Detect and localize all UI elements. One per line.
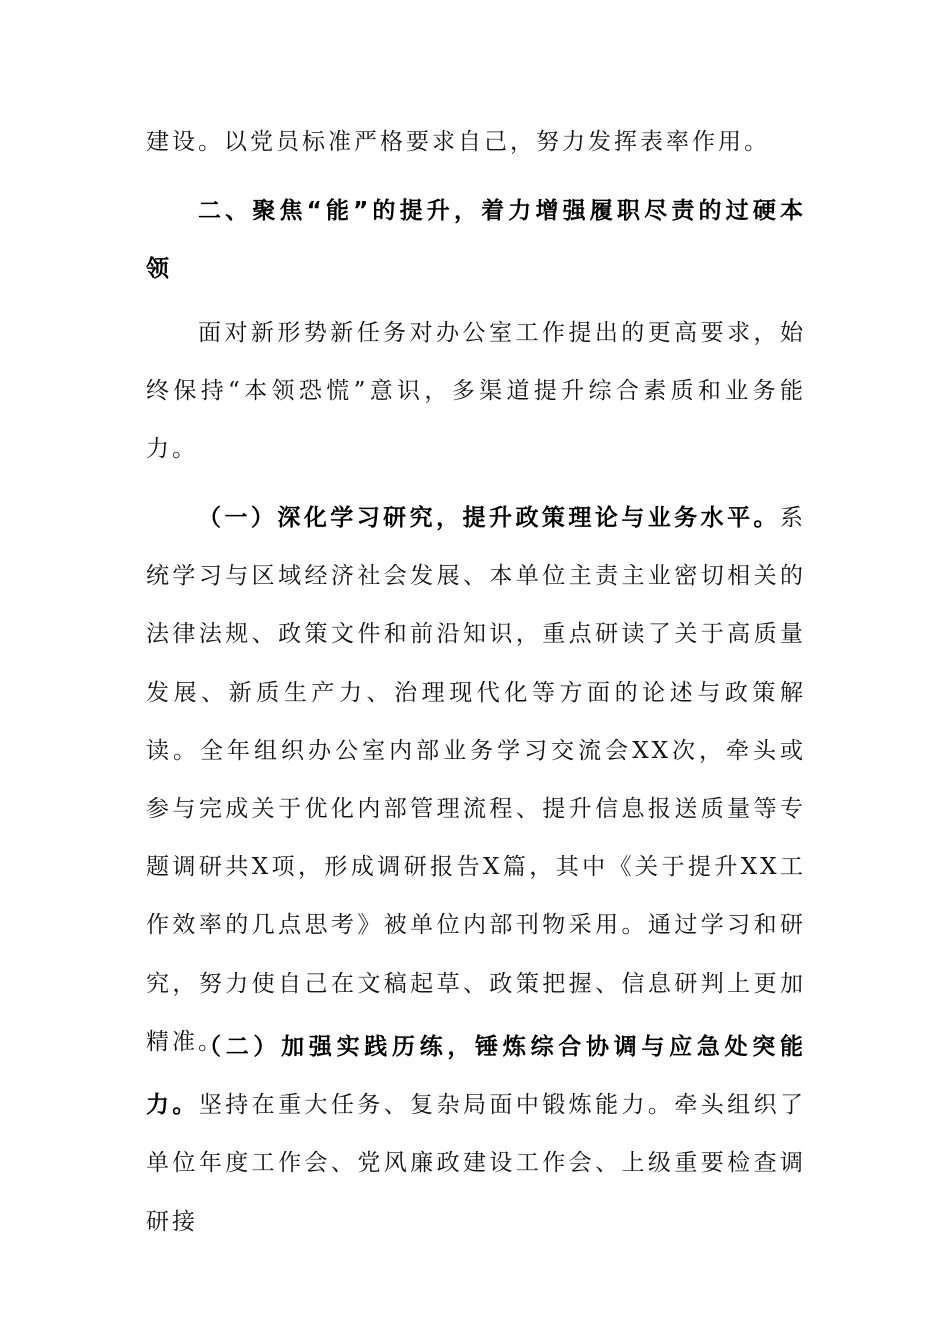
item-one-lead: （一）深化学习研究，提升政策理论与业务水平。 — [198, 505, 780, 531]
item-two-paragraph — [146, 1018, 806, 1251]
intro-paragraph: 面对新形势新任务对办公室工作提出的更高要求，始终保持“本领恐慌”意识，多渠道提升综合素质和业务能力。 — [146, 320, 806, 463]
section-heading: 二、聚焦“能”的提升，着力增强履职尽责的过硬本领 — [146, 198, 806, 283]
paragraph-continuation: 建设。以党员标准严格要求自己，努力发挥表率作用。 — [146, 129, 770, 155]
item-two-lead: （二）加强实践历练，锤炼综合协调与应急处突能力。 — [146, 1034, 806, 1119]
item-one-paragraph — [146, 489, 806, 1071]
item-two-body: 坚持在重大任务、复杂局面中锻炼能力。牵头组织了单位年度工作会、党风廉政建设工作会、上级重要检查调研接 — [146, 1092, 807, 1235]
item-one-body: 系统学习与区域经济社会发展、本单位主责主业密切相关的法律法规、政策文件和前沿知识，重点研读了关于高质量发展、新质生产力、治理现代化等方面的论述与政策解读。全年组织办公室内部业务学习交流会XX次，牵头或参与完成关于优化内部管理流程、提升信息报送质量等专题调研共X项，形成调研报告X篇，其中《关于提升XX工作效率的几点思考》被单位内部刊物采用。通过学习和研究，努力使自己在文稿起草、政策把握、信息研判上更加精准。 — [146, 505, 806, 1055]
